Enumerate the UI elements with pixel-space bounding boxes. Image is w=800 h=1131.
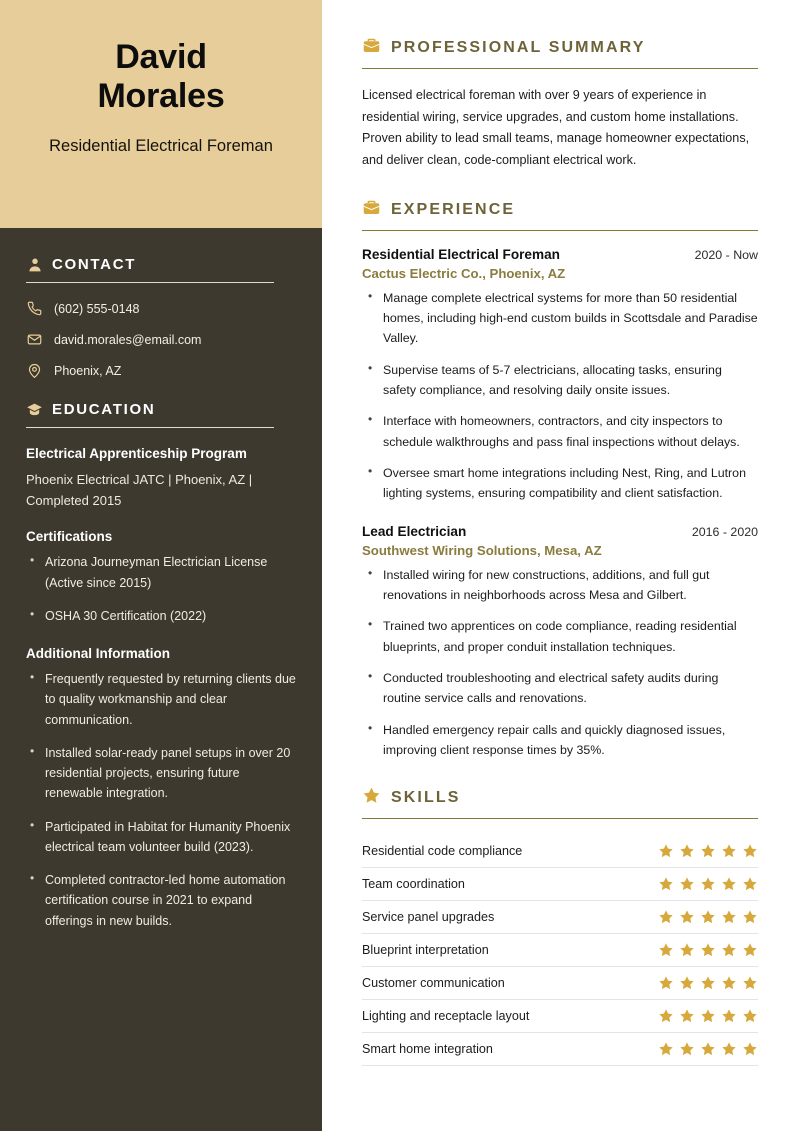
main-content	[322, 0, 800, 1131]
skill-rating-stars	[658, 876, 758, 892]
list-item: • Conducted troubleshooting and electrical safety audits during routine service calls and renovations.	[368, 668, 758, 709]
briefcase-icon	[362, 36, 381, 60]
email-icon	[26, 331, 43, 348]
first-name: David	[115, 38, 207, 76]
contact-divider	[26, 282, 274, 283]
list-item: • Installed solar-ready panel setups in over 20 residential projects, ensuring future renewable integration.	[30, 743, 296, 804]
star-icon	[658, 876, 674, 892]
star-icon	[658, 942, 674, 958]
job-role: Residential Electrical Foreman	[362, 246, 560, 262]
location-icon	[26, 362, 43, 379]
additional-info-block	[26, 646, 296, 931]
skill-name: Customer communication	[362, 976, 505, 991]
skill-name: Team coordination	[362, 877, 465, 892]
certifications-list	[26, 552, 296, 626]
star-icon	[658, 909, 674, 925]
education-divider	[26, 427, 274, 428]
skill-row	[362, 1000, 758, 1033]
star-icon	[742, 975, 758, 991]
star-icon	[700, 1041, 716, 1057]
job-company: Cactus Electric Co., Phoenix, AZ	[362, 265, 566, 281]
skills-divider	[362, 818, 758, 819]
education-heading-label: EDUCATION	[52, 401, 156, 418]
star-icon	[679, 909, 695, 925]
professional-summary-text: Licensed electrical foreman with over 9 years of experience in residential wiring, service upgrades, and custom home installations. Proven ability to lead small teams, manage homeowner expectations, and deliver clean, code-compliant electrical work.	[362, 88, 750, 167]
list-item: • Oversee smart home integrations including Nest, Ring, and Lutron lighting systems, ensuring compatibility and client satisfaction.	[368, 463, 758, 504]
skill-name: Smart home integration	[362, 1042, 493, 1057]
professional-summary-label: PROFESSIONAL SUMMARY	[391, 39, 646, 56]
list-item: • Arizona Journeyman Electrician License (Active since 2015)	[30, 552, 296, 593]
skill-row	[362, 1033, 758, 1066]
job-dates: 2020 - Now	[694, 247, 758, 262]
star-icon	[700, 876, 716, 892]
professional-summary-section	[362, 36, 758, 172]
contact-phone-value: (602) 555-0148	[54, 301, 140, 316]
experience-heading	[362, 198, 758, 230]
professional-summary-divider	[362, 68, 758, 69]
job-title: Residential Electrical Foreman	[49, 136, 273, 155]
list-item: • Participated in Habitat for Humanity Phoenix electrical team volunteer build (2023).	[30, 817, 296, 858]
phone-icon	[26, 300, 43, 317]
skill-name: Residential code compliance	[362, 844, 523, 859]
skill-rating-stars	[658, 909, 758, 925]
job-header-row	[362, 524, 758, 539]
star-icon	[362, 786, 381, 810]
skills-label: SKILLS	[391, 789, 461, 807]
list-item: • Manage complete electrical systems for more than 50 residential homes, including high-end custom builds in Scottsdale and Paradise Valley.	[368, 288, 758, 349]
star-icon	[721, 909, 737, 925]
briefcase-icon	[362, 198, 381, 222]
job-header-row	[362, 247, 758, 262]
list-item: • OSHA 30 Certification (2022)	[30, 606, 296, 626]
skill-rating-stars	[658, 843, 758, 859]
star-icon	[742, 909, 758, 925]
star-icon	[721, 1041, 737, 1057]
skill-row	[362, 868, 758, 901]
list-item: • Handled emergency repair calls and quickly diagnosed issues, improving client response times by 35%.	[368, 720, 758, 761]
star-icon	[679, 876, 695, 892]
contact-email[interactable]	[26, 331, 296, 348]
last-name: Morales	[97, 77, 225, 116]
skill-name: Blueprint interpretation	[362, 943, 489, 958]
list-item: • Frequently requested by returning clients due to quality workmanship and clear communication.	[30, 669, 296, 730]
certifications-heading: Certifications	[26, 529, 113, 545]
sidebar	[0, 0, 322, 1131]
skill-rating-stars	[658, 975, 758, 991]
star-icon	[721, 942, 737, 958]
contact-heading-label: CONTACT	[52, 256, 137, 273]
job-dates: 2016 - 2020	[691, 524, 758, 539]
skill-name: Lighting and receptacle layout	[362, 1009, 530, 1024]
star-icon	[679, 975, 695, 991]
star-icon	[658, 1041, 674, 1057]
name-header	[0, 0, 322, 228]
skill-row	[362, 835, 758, 868]
additional-info-list	[26, 669, 296, 931]
skill-rating-stars	[658, 1041, 758, 1057]
star-icon	[700, 909, 716, 925]
star-icon	[679, 942, 695, 958]
job-bullet-list	[362, 288, 758, 504]
list-item: • Interface with homeowners, contractors, and city inspectors to schedule walkthroughs and pass final inspections without delays.	[368, 411, 758, 452]
star-icon	[721, 975, 737, 991]
experience-section	[362, 198, 758, 761]
education-section	[26, 401, 296, 931]
star-icon	[742, 1041, 758, 1057]
star-icon	[658, 975, 674, 991]
contact-section	[26, 256, 296, 379]
experience-job	[362, 247, 758, 504]
job-company: Southwest Wiring Solutions, Mesa, AZ	[362, 542, 602, 558]
star-icon	[658, 843, 674, 859]
star-icon	[721, 843, 737, 859]
star-icon	[700, 975, 716, 991]
experience-divider	[362, 230, 758, 231]
contact-heading	[26, 256, 296, 282]
skill-name: Service panel upgrades	[362, 910, 495, 925]
skill-row	[362, 901, 758, 934]
star-icon	[658, 1008, 674, 1024]
star-icon	[721, 1008, 737, 1024]
list-item: • Completed contractor-led home automation certification course in 2021 to expand offerings in new builds.	[30, 870, 296, 931]
star-icon	[742, 876, 758, 892]
star-icon	[679, 843, 695, 859]
experience-job	[362, 524, 758, 761]
contact-location-value: Phoenix, AZ	[54, 363, 122, 378]
star-icon	[700, 942, 716, 958]
star-icon	[679, 1008, 695, 1024]
additional-info-heading: Additional Information	[26, 646, 170, 662]
contact-phone[interactable]	[26, 300, 296, 317]
professional-summary-heading	[362, 36, 758, 68]
skill-row	[362, 967, 758, 1000]
job-role: Lead Electrician	[362, 523, 467, 539]
star-icon	[742, 1008, 758, 1024]
job-bullet-list	[362, 565, 758, 761]
star-icon	[700, 1008, 716, 1024]
star-icon	[742, 942, 758, 958]
star-icon	[742, 843, 758, 859]
star-icon	[679, 1041, 695, 1057]
skills-section	[362, 786, 758, 1066]
sidebar-body	[0, 228, 322, 973]
star-icon	[721, 876, 737, 892]
education-meta: Phoenix Electrical JATC | Phoenix, AZ | Completed 2015	[26, 472, 253, 508]
experience-label: EXPERIENCE	[391, 200, 516, 218]
contact-email-value: david.morales@email.com	[54, 332, 202, 347]
education-heading	[26, 401, 296, 427]
list-item: • Installed wiring for new constructions, additions, and full gut renovations in neighborhoods across Mesa and Gilbert.	[368, 565, 758, 606]
skills-heading	[362, 786, 758, 818]
star-icon	[700, 843, 716, 859]
list-item: • Supervise teams of 5-7 electricians, allocating tasks, ensuring safety compliance, and resolving daily onsite issues.	[368, 360, 758, 401]
skill-rating-stars	[658, 942, 758, 958]
skill-rating-stars	[658, 1008, 758, 1024]
graduation-cap-icon	[26, 401, 43, 418]
person-icon	[26, 256, 43, 273]
education-degree: Electrical Apprenticeship Program	[26, 446, 247, 461]
contact-location[interactable]	[26, 362, 296, 379]
list-item: • Trained two apprentices on code compliance, reading residential blueprints, and proper conduit installation techniques.	[368, 616, 758, 657]
skill-row	[362, 934, 758, 967]
